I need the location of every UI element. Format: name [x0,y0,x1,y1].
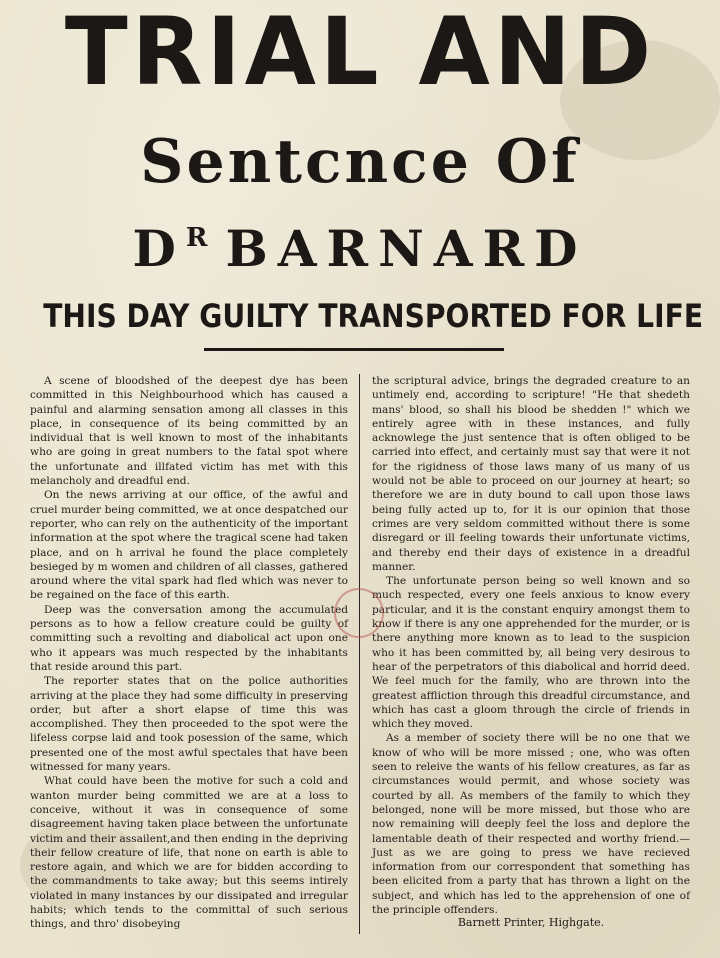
headline-dr-superscript: R [185,223,208,253]
left-column [30,374,348,932]
right-column [372,374,690,917]
column-divider [359,374,360,934]
headline-trial-and: TRIAL AND [64,0,656,107]
left-paragraph: What could have been the motive for such a cold and wanton murder being committed we are at a loss to conceive, without it was in consequence of some disagreement having taken place between the unfortunate victim and their assailent,and then ending in the depriving their fellow creature of life, that none on earth is able to restore again, and which we are for bidden according to the commandments to take away; but this seems intirely violated in many instances by our dissipated and irregular habits; which tends to the committal of such serious things, and thro' disobeying [30,775,348,931]
left-paragraph: Deep was the conversation among the accumulated persons as to how a fellow creature could be guilty of committing such a revolting and diabolical act upon one who it appears was much respected by the inhabitants that reside around this part. [30,603,348,673]
right-paragraph: As a member of society there will be no one that we know of who will be more missed ; one, who was often seen to releive the wants of his fellow creatures, as far as circumstances would permit, and whose society was courted by all. As members of the family to which they belonged, none will be more missed, but those who are now remaining will deeply feel the loss and deplore the lamentable death of their respected and worthy friend.—Just as we are going to press we have recieved information from our correspondent that something has been elicited from a party that has thrown a light on the subject, and which has led to the apprehension of one of the principle offenders. [372,732,690,916]
printer-imprint: Barnett Printer, Highgate. [457,916,605,929]
headline-dr-barnard [0,219,720,278]
right-paragraph: The unfortunate person being so well known and so much respected, every one feels anxious to know every particular, and it is the constant enquiry amongst them to know if there is any one apprehended for the murder, or is there anything more known as to lead to the suspicion who it has been committed by, all being very desirous to hear of the perpetrators of this diabolical and horrid deed. We feel much for the family, who are thrown into the greatest affliction through this dreadful circumstance, and which has cast a gloom through the circle of friends in which they moved. [372,575,690,731]
right-paragraph: the scriptural advice, brings the degraded creature to an untimely end, according to scripture! "He that shedeth mans' blood, so shall his blood be shedden !" which we entirely agree with in these instances, and fully acknowlege the just sentence that is often obliged to be carried into effect, and certainly must say that were it not for the rigidness of those laws many of us many of us would not be able to proceed on our journey at heart; so therefore we are in duty bound to call upon those laws being fully acted up to, for it is our opinion that those crimes are very seldom committed without there is some disregard or ill feeling towards their unfortunate victims, and thereby end their days of existence in a dreadful manner. [372,375,690,573]
headline-dr-prefix: D [132,219,186,278]
headline-verdict: THIS DAY GUILTY TRANSPORTED FOR LIFE [43,297,704,335]
title-rule [204,348,504,351]
headline-sentence-of: Sentcnce Of [140,127,580,197]
left-paragraph: A scene of bloodshed of the deepest dye has been committed in this Neighbourhood which has caused a painful and alarming sensation among all classes in this place, in consequence of its being committed by an individual that is well known to most of the inhabitants who are going in great numbers to the fatal spot where the unfortunate and illfated victim has met with this melancholy and dreadful end. [30,375,348,488]
left-paragraph: The reporter states that on the police authorities arriving at the place they had some difficulty in preserving order, but after a short elapse of time this was accomplished. They then proceeded to the spot were the lifeless corpse laid and took posession of the same, which presented one of the most awful spectales that have been witnessed for many years. [30,675,348,774]
left-paragraph: On the news arriving at our office, of the awful and cruel murder being committed, we at once despatched our reporter, who can rely on the authenticity of the important information at the spot where the tragical scene had taken place, and on h arrival he found the place completely besieged by m women and children of all classes, gathered around where the vital spark had fled which was never to be regained on the face of this earth. [30,489,348,602]
headline-name: BARNARD [225,219,588,278]
